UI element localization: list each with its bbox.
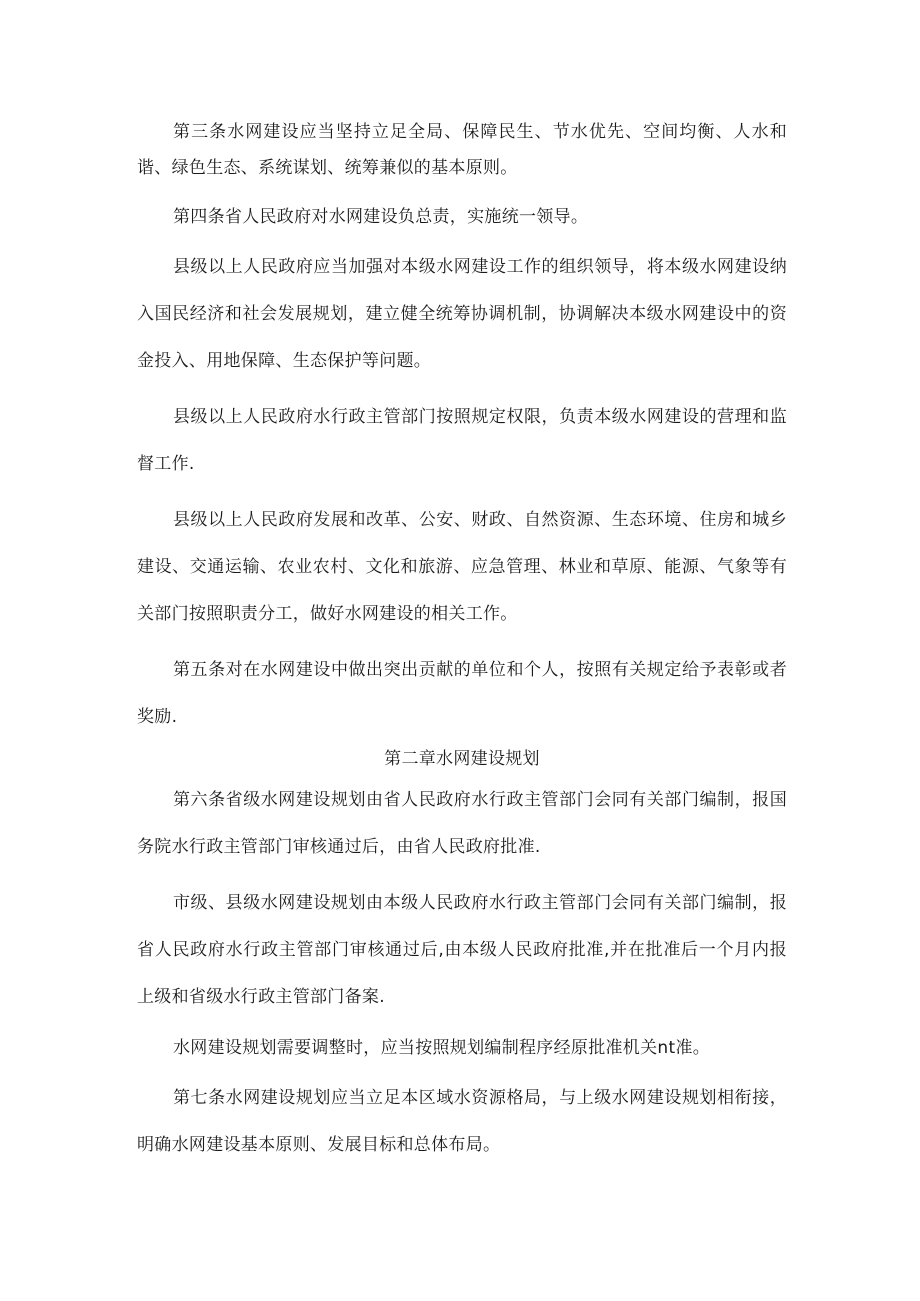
chapter-heading: 第二章水网建设规划 bbox=[384, 749, 540, 769]
article-6-paragraph: 第六条省级水网建设规划由省人民政府水行政主管部门会同有关部门编制，报国务院水行政主管部门审核通过后，由省人民政府批准. bbox=[137, 790, 787, 857]
article-3-paragraph: 第三条水网建设应当坚持立足全局、保障民生、节水优先、空间均衡、人水和谐、绿色生态、系统谋划、统筹兼似的基本原则。 bbox=[137, 122, 787, 178]
city-county-planning-paragraph: 市级、县级水网建设规划由本级人民政府水行政主管部门会同有关部门编制，报省人民政府水行政主管部门审核通过后,由本级人民政府批准,并在批准后一个月内报上级和省级水行政主管部门备案. bbox=[137, 893, 787, 1007]
water-authority-paragraph: 县级以上人民政府水行政主管部门按照规定权限，负责本级水网建设的营理和监督工作. bbox=[137, 407, 787, 474]
article-4-paragraph: 第四条省人民政府对水网建设负总责，实施统一领导。 bbox=[173, 207, 589, 227]
related-departments-paragraph: 县级以上人民政府发展和改革、公安、财政、自然资源、生态环境、住房和城乡建设、交通运输、农业农村、文化和旅游、应急管理、林业和草原、能源、气象等有关部门按照职责分工，做好水网建设的相关工作。 bbox=[137, 510, 787, 624]
article-5-paragraph: 第五条对在水网建设中做出突出贡献的单位和个人，按照有关规定给予表彰或者奖励. bbox=[137, 660, 787, 727]
article-7-paragraph: 第七条水网建设规划应当立足本区域水资源格局，与上级水网建设规划相衔接，明确水网建设基本原则、发展目标和总体布局。 bbox=[137, 1088, 787, 1155]
plan-adjustment-paragraph: 水网建设规划需要调整时，应当按照规划编制程序经原批准机关nt准。 bbox=[173, 1038, 711, 1058]
document-body bbox=[137, 114, 787, 1169]
county-government-paragraph: 县级以上人民政府应当加强对本级水网建设工作的组织领导，将本级水网建设纳入国民经济和社会发展规划，建立健全统筹协调机制，协调解决本级水网建设中的资金投入、用地保障、生态保护等问题。 bbox=[137, 257, 787, 371]
